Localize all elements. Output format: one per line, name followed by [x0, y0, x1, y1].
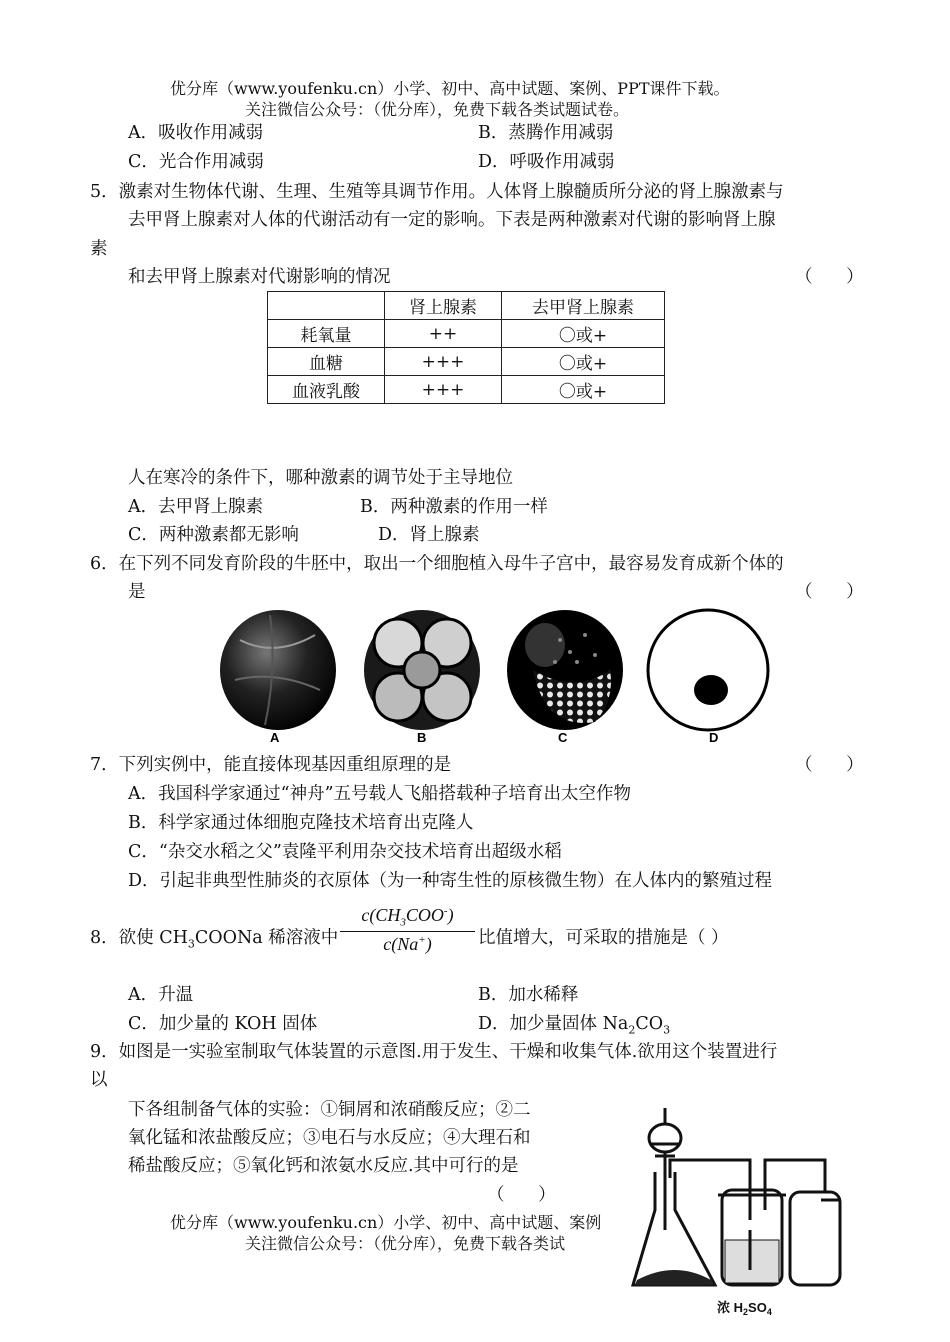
q5-option-d: D．肾上腺素 [378, 525, 480, 545]
q9-answer-paren: （ ） [487, 1185, 570, 1205]
h2so4-label: 浓 $H_2SO_4$ [717, 1300, 772, 1317]
q4-option-d: D．呼吸作用减弱 [478, 152, 615, 172]
q7-option-c: C．“杂交水稻之父”袁隆平利用杂交技术培育出超级水稻 [128, 842, 562, 862]
footer-line-2: 关注微信公众号：（优分库），免费下载各类试 [245, 1234, 566, 1253]
q5-question: 人在寒冷的条件下，哪种激素的调节处于主导地位 [128, 468, 513, 488]
q9-stem-line-3: 下各组制备气体的实验：①铜屑和浓硝酸反应；②二 [128, 1100, 531, 1120]
table-header-cell: 肾上腺素 [385, 292, 502, 320]
q9-stem-line-1: 9．如图是一实验室制取气体装置的示意图.用于发生、干燥和收集气体.欲用这个装置进行 [90, 1042, 778, 1062]
table-header-cell: 去甲肾上腺素 [502, 292, 665, 320]
fraction-numerator: $c(CH_3COO^-)$ [361, 905, 454, 929]
embryo-c-icon [507, 610, 623, 730]
q4-option-a: A．吸收作用减弱 [128, 123, 264, 143]
table-row [268, 376, 665, 404]
table-cell: 耗氧量 [268, 320, 385, 348]
q6-stem-line-1: 6．在下列不同发育阶段的牛胚中，取出一个细胞植入母牛子宫中，最容易发育成新个体的 [90, 554, 784, 574]
q8-option-a: A．升温 [128, 985, 194, 1005]
header-line-1: 优分库（www.youfenku.cn）小学、初中、高中试题、案例、PPT课件下载。 [170, 79, 730, 98]
q6-answer-paren: （ ） [795, 582, 878, 602]
table-header-row [268, 292, 665, 320]
q7-option-b: B．科学家通过体细胞克隆技术培育出克隆人 [128, 813, 474, 833]
footer-line-1: 优分库（www.youfenku.cn）小学、初中、高中试题、案例 [170, 1213, 602, 1232]
q9-stem-line-4: 氧化锰和浓盐酸反应；③电石与水反应；④大理石和 [128, 1128, 531, 1148]
q9-stem-line-2: 以 [90, 1070, 108, 1090]
q5-stem-line-2: 去甲肾上腺素对人体的代谢活动有一定的影响。下表是两种激素对代谢的影响肾上腺 [128, 210, 776, 230]
embryo-label: C [558, 730, 568, 745]
q4-option-c: C．光合作用减弱 [128, 152, 264, 172]
q4-option-b: B．蒸腾作用减弱 [478, 123, 614, 143]
embryo-label: D [709, 730, 719, 745]
q5-stem-line-1: 5．激素对生物体代谢、生理、生殖等具调节作用。人体肾上腺髓质所分泌的肾上腺激素与 [90, 182, 784, 202]
q5-stem-line-3: 素 [90, 239, 108, 259]
q7-option-a: A．我国科学家通过“神舟”五号载人飞船搭载种子培育出太空作物 [128, 784, 632, 804]
table-cell: 血液乳酸 [268, 376, 385, 404]
q8-option-c: C．加少量的 KOH 固体 [128, 1014, 318, 1034]
q6-stem-line-2: 是 [128, 582, 146, 602]
table-row [268, 348, 665, 376]
table-cell: 〇或+ [502, 320, 665, 348]
q7-option-d: D．引起非典型性肺炎的衣原体（为一种寄生性的原核微生物）在人体内的繁殖过程 [128, 871, 773, 891]
embryo-a-icon [220, 610, 336, 730]
header-line-2: 关注微信公众号：（优分库），免费下载各类试题试卷。 [245, 100, 630, 119]
table-header-cell [268, 292, 385, 320]
table-cell: +++ [385, 348, 502, 376]
q5-answer-paren: （ ） [795, 267, 878, 287]
q5-option-a: A．去甲肾上腺素 [128, 497, 264, 517]
embryo-label: B [417, 730, 427, 745]
q8-option-d: D．加少量固体 $Na_2CO_3$ [478, 1014, 671, 1037]
table-row [268, 320, 665, 348]
q5-option-c: C．两种激素都无影响 [128, 525, 299, 545]
embryo-b-icon [364, 610, 480, 730]
q7-stem: 7．下列实例中，能直接体现基因重组原理的是 [90, 755, 452, 775]
table-cell: 〇或+ [502, 376, 665, 404]
table-cell: ++ [385, 320, 502, 348]
q9-stem-line-5: 稀盐酸反应；⑤氧化钙和浓氨水反应.其中可行的是 [128, 1156, 519, 1176]
q8-ratio-fraction [340, 905, 475, 955]
embryo-figure [215, 600, 775, 748]
table-cell: +++ [385, 376, 502, 404]
q7-answer-paren: （ ） [795, 755, 878, 775]
q8-option-b: B．加水稀释 [478, 985, 579, 1005]
fraction-denominator: c(Na+) [383, 933, 432, 954]
table-cell: 〇或+ [502, 348, 665, 376]
q5-option-b: B．两种激素的作用一样 [360, 497, 548, 517]
q8-stem-suffix: 比值增大，可采取的措施是（ ） [478, 928, 729, 948]
gas-apparatus-diagram [625, 1100, 850, 1325]
embryo-label: A [270, 730, 280, 745]
table-cell: 血糖 [268, 348, 385, 376]
hormone-table [267, 291, 665, 404]
q5-stem-line-4: 和去甲肾上腺素对代谢影响的情况 [128, 267, 391, 287]
embryo-d-icon [648, 610, 768, 730]
q8-stem-prefix: 8．欲使 $CH_3COONa$ 稀溶液中 [90, 928, 339, 951]
